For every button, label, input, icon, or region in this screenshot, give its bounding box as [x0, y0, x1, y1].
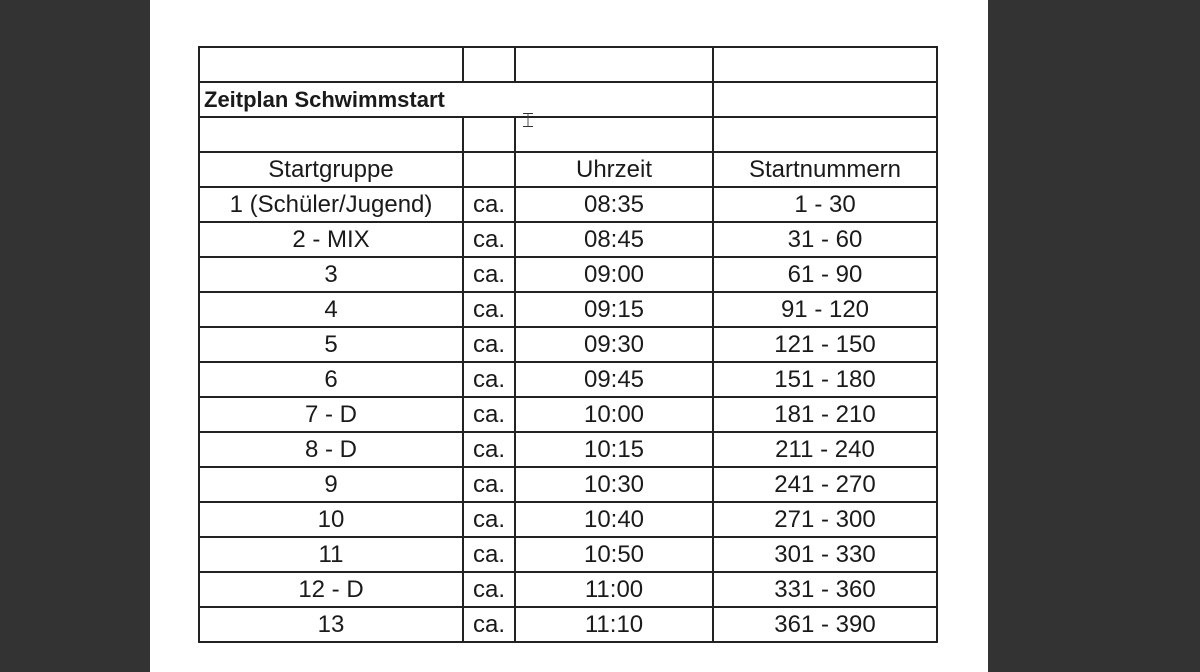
- startnummern-cell[interactable]: 271 - 300: [713, 502, 937, 537]
- table-row: [199, 572, 937, 607]
- table-row: [199, 432, 937, 467]
- table-row: [199, 607, 937, 642]
- uhrzeit-cell[interactable]: 10:50: [515, 537, 713, 572]
- prefix-cell[interactable]: ca.: [463, 362, 515, 397]
- text-cursor-icon: ⌶: [522, 108, 534, 132]
- prefix-cell[interactable]: ca.: [463, 222, 515, 257]
- startgruppe-cell[interactable]: 11: [199, 537, 463, 572]
- startnummern-cell[interactable]: 61 - 90: [713, 257, 937, 292]
- prefix-cell[interactable]: ca.: [463, 397, 515, 432]
- document-page: [150, 0, 988, 672]
- prefix-cell[interactable]: ca.: [463, 467, 515, 502]
- startgruppe-cell[interactable]: 1 (Schüler/Jugend): [199, 187, 463, 222]
- startnummern-cell[interactable]: 151 - 180: [713, 362, 937, 397]
- startnummern-cell[interactable]: 181 - 210: [713, 397, 937, 432]
- cell[interactable]: [463, 47, 515, 82]
- uhrzeit-cell[interactable]: 09:00: [515, 257, 713, 292]
- header-uhrzeit[interactable]: Uhrzeit: [515, 152, 713, 187]
- cell[interactable]: [713, 117, 937, 152]
- prefix-cell[interactable]: ca.: [463, 432, 515, 467]
- startgruppe-cell[interactable]: 6: [199, 362, 463, 397]
- schedule-table: [198, 46, 938, 643]
- uhrzeit-cell[interactable]: 10:30: [515, 467, 713, 502]
- startnummern-cell[interactable]: 91 - 120: [713, 292, 937, 327]
- startgruppe-cell[interactable]: 2 - MIX: [199, 222, 463, 257]
- table-row: [199, 187, 937, 222]
- header-blank[interactable]: [463, 152, 515, 187]
- cell[interactable]: [515, 117, 713, 152]
- startgruppe-cell[interactable]: 5: [199, 327, 463, 362]
- startnummern-cell[interactable]: 1 - 30: [713, 187, 937, 222]
- table-row: [199, 467, 937, 502]
- table-row: [199, 537, 937, 572]
- prefix-cell[interactable]: ca.: [463, 292, 515, 327]
- table-row: [199, 502, 937, 537]
- startnummern-cell[interactable]: 211 - 240: [713, 432, 937, 467]
- header-startgruppe[interactable]: Startgruppe: [199, 152, 463, 187]
- uhrzeit-cell[interactable]: 10:15: [515, 432, 713, 467]
- uhrzeit-cell[interactable]: 08:35: [515, 187, 713, 222]
- cell[interactable]: [713, 47, 937, 82]
- prefix-cell[interactable]: ca.: [463, 607, 515, 642]
- table-title[interactable]: Zeitplan Schwimmstart: [199, 82, 713, 117]
- prefix-cell[interactable]: ca.: [463, 537, 515, 572]
- uhrzeit-cell[interactable]: 11:00: [515, 572, 713, 607]
- prefix-cell[interactable]: ca.: [463, 257, 515, 292]
- startgruppe-cell[interactable]: 12 - D: [199, 572, 463, 607]
- cell[interactable]: [463, 117, 515, 152]
- startgruppe-cell[interactable]: 8 - D: [199, 432, 463, 467]
- cell[interactable]: [199, 47, 463, 82]
- table-row: [199, 397, 937, 432]
- header-startnummern[interactable]: Startnummern: [713, 152, 937, 187]
- uhrzeit-cell[interactable]: 09:45: [515, 362, 713, 397]
- prefix-cell[interactable]: ca.: [463, 327, 515, 362]
- header-row: [199, 152, 937, 187]
- prefix-cell[interactable]: ca.: [463, 187, 515, 222]
- prefix-cell[interactable]: ca.: [463, 572, 515, 607]
- cell[interactable]: [199, 117, 463, 152]
- cell[interactable]: [515, 47, 713, 82]
- uhrzeit-cell[interactable]: 10:00: [515, 397, 713, 432]
- startgruppe-cell[interactable]: 9: [199, 467, 463, 502]
- startnummern-cell[interactable]: 31 - 60: [713, 222, 937, 257]
- table-row: [199, 362, 937, 397]
- title-row: [199, 82, 937, 117]
- table-row: [199, 292, 937, 327]
- startgruppe-cell[interactable]: 3: [199, 257, 463, 292]
- prefix-cell[interactable]: ca.: [463, 502, 515, 537]
- startnummern-cell[interactable]: 121 - 150: [713, 327, 937, 362]
- startgruppe-cell[interactable]: 10: [199, 502, 463, 537]
- empty-row: [199, 47, 937, 82]
- table-row: [199, 257, 937, 292]
- empty-row: [199, 117, 937, 152]
- startnummern-cell[interactable]: 301 - 330: [713, 537, 937, 572]
- cell[interactable]: [713, 82, 937, 117]
- uhrzeit-cell[interactable]: 08:45: [515, 222, 713, 257]
- startnummern-cell[interactable]: 331 - 360: [713, 572, 937, 607]
- startgruppe-cell[interactable]: 7 - D: [199, 397, 463, 432]
- uhrzeit-cell[interactable]: 09:30: [515, 327, 713, 362]
- uhrzeit-cell[interactable]: 09:15: [515, 292, 713, 327]
- startnummern-cell[interactable]: 241 - 270: [713, 467, 937, 502]
- uhrzeit-cell[interactable]: 11:10: [515, 607, 713, 642]
- startgruppe-cell[interactable]: 13: [199, 607, 463, 642]
- table-row: [199, 222, 937, 257]
- startgruppe-cell[interactable]: 4: [199, 292, 463, 327]
- uhrzeit-cell[interactable]: 10:40: [515, 502, 713, 537]
- table-row: [199, 327, 937, 362]
- startnummern-cell[interactable]: 361 - 390: [713, 607, 937, 642]
